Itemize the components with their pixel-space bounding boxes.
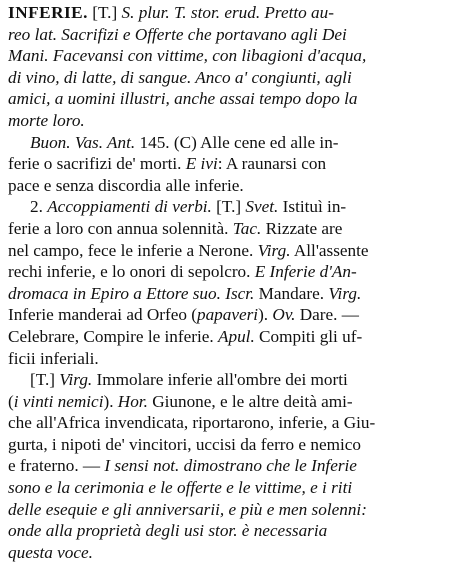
entry-line	[8, 326, 464, 348]
entry-line	[8, 542, 464, 563]
italic-text-run: delle esequie e gli anniversarii, e più e men solenni:	[8, 499, 367, 519]
italic-text-run: onde alla proprietà degli usi stor. è necessaria	[8, 521, 328, 541]
entry-line	[8, 455, 464, 477]
entry-line	[8, 132, 464, 154]
italic-text-run: S. plur. T. stor. erud. Pretto au-	[121, 3, 334, 22]
italic-text-run: Mani. Facevansi con vittime, con libagioni d'acqua,	[8, 46, 367, 66]
italic-text-run: i vinti nemici	[13, 391, 104, 411]
entry-line	[8, 67, 464, 89]
entry-line	[8, 261, 464, 283]
text-run: pace e senza discordia alle inferie.	[8, 175, 244, 195]
dictionary-entry	[8, 2, 464, 563]
italic-text-run: Apul.	[217, 326, 255, 346]
italic-text-run: Accoppiamenti di verbi.	[47, 197, 212, 217]
entry-line	[8, 88, 464, 110]
text-run: gurta, i nipoti de' vincitori, uccisi da ferro e nemico	[8, 434, 361, 454]
text-run: 145. (C) Alle cene ed alle in-	[135, 132, 339, 152]
italic-text-run: amici, a uomini illustri, anche assai tempo dopo la	[8, 89, 358, 109]
text-run: ).	[258, 305, 273, 325]
italic-text-run: Ov.	[272, 305, 296, 325]
text-run: Compiti gli uf-	[254, 326, 363, 346]
entry-line	[8, 348, 464, 370]
entry-line	[8, 153, 464, 175]
text-run: : A raunarsi con	[217, 154, 327, 174]
entry-line	[8, 304, 464, 326]
entry-line	[8, 2, 464, 24]
text-run: nel campo, fece le inferie a Nerone.	[8, 240, 258, 260]
italic-text-run: sono e la cerimonia e le offerte e le vittime, e i riti	[8, 478, 353, 498]
entry-line	[8, 520, 464, 542]
headword: INFERIE.	[8, 3, 88, 22]
italic-text-run: questa voce.	[8, 542, 93, 562]
entry-line	[8, 283, 464, 305]
italic-text-run: Virg.	[328, 283, 362, 303]
entry-line	[8, 110, 464, 132]
entry-line	[8, 391, 464, 413]
entry-line	[8, 175, 464, 197]
italic-text-run: Virg.	[257, 240, 291, 260]
text-run: [T.]	[87, 3, 122, 22]
entry-line	[8, 218, 464, 240]
italic-text-run: Virg.	[59, 370, 93, 390]
text-run: All'assente	[290, 240, 369, 260]
italic-text-run: morte loro.	[8, 110, 85, 130]
text-run: e fraterno. —	[8, 456, 105, 476]
entry-line	[8, 369, 464, 391]
entry-line	[8, 412, 464, 434]
text-run: Mandare.	[254, 283, 329, 303]
text-run: Inferie manderai ad Orfeo (	[8, 305, 197, 325]
text-run: Immolare inferie all'ombre dei morti	[92, 370, 348, 390]
text-run: ficii inferiali.	[8, 348, 99, 368]
text-run: ferie a loro con annua solennità.	[8, 218, 233, 238]
text-run: Istituì in-	[278, 197, 347, 217]
text-run: Celebrare, Compire le inferie.	[8, 326, 218, 346]
entry-line	[8, 45, 464, 67]
italic-text-run: E ivi	[185, 154, 218, 174]
italic-text-run: E Inferie d'An-	[254, 262, 357, 282]
italic-text-run: Hor.	[117, 391, 148, 411]
entry-line	[8, 477, 464, 499]
entry-line	[8, 434, 464, 456]
entry-line	[8, 499, 464, 521]
entry-line	[8, 196, 464, 218]
text-run: Rizzate are	[261, 218, 343, 238]
italic-text-run: I sensi not. dimostrano che le Inferie	[104, 456, 357, 476]
italic-text-run: di vino, di latte, di sangue. Anco a' congiunti, agli	[8, 67, 352, 87]
text-run: [T.]	[30, 370, 60, 390]
text-run: Giunone, e le altre deità ami-	[147, 391, 353, 411]
italic-text-run: reo lat. Sacrifizi e Offerte che portavano agli Dei	[8, 24, 347, 44]
italic-text-run: Tac.	[232, 218, 262, 238]
text-run: Dare. —	[295, 305, 359, 325]
italic-text-run: Buon. Vas. Ant.	[30, 132, 136, 152]
text-run: 2.	[30, 197, 48, 217]
text-run: (	[8, 391, 14, 411]
entry-line	[8, 240, 464, 262]
text-run: rechi inferie, e lo onori di sepolcro.	[8, 262, 255, 282]
text-run: ferie o sacrifizi de' morti.	[8, 154, 186, 174]
italic-text-run: papaveri	[196, 305, 259, 325]
entry-line	[8, 24, 464, 46]
text-run: [T.]	[211, 197, 246, 217]
text-run: che all'Africa invendicata, riportarono, inferie, a Giu-	[8, 413, 376, 433]
italic-text-run: Svet.	[245, 197, 279, 217]
italic-text-run: dromaca in Epiro a Ettore suo. Iscr.	[8, 283, 255, 303]
text-run: ).	[103, 391, 118, 411]
